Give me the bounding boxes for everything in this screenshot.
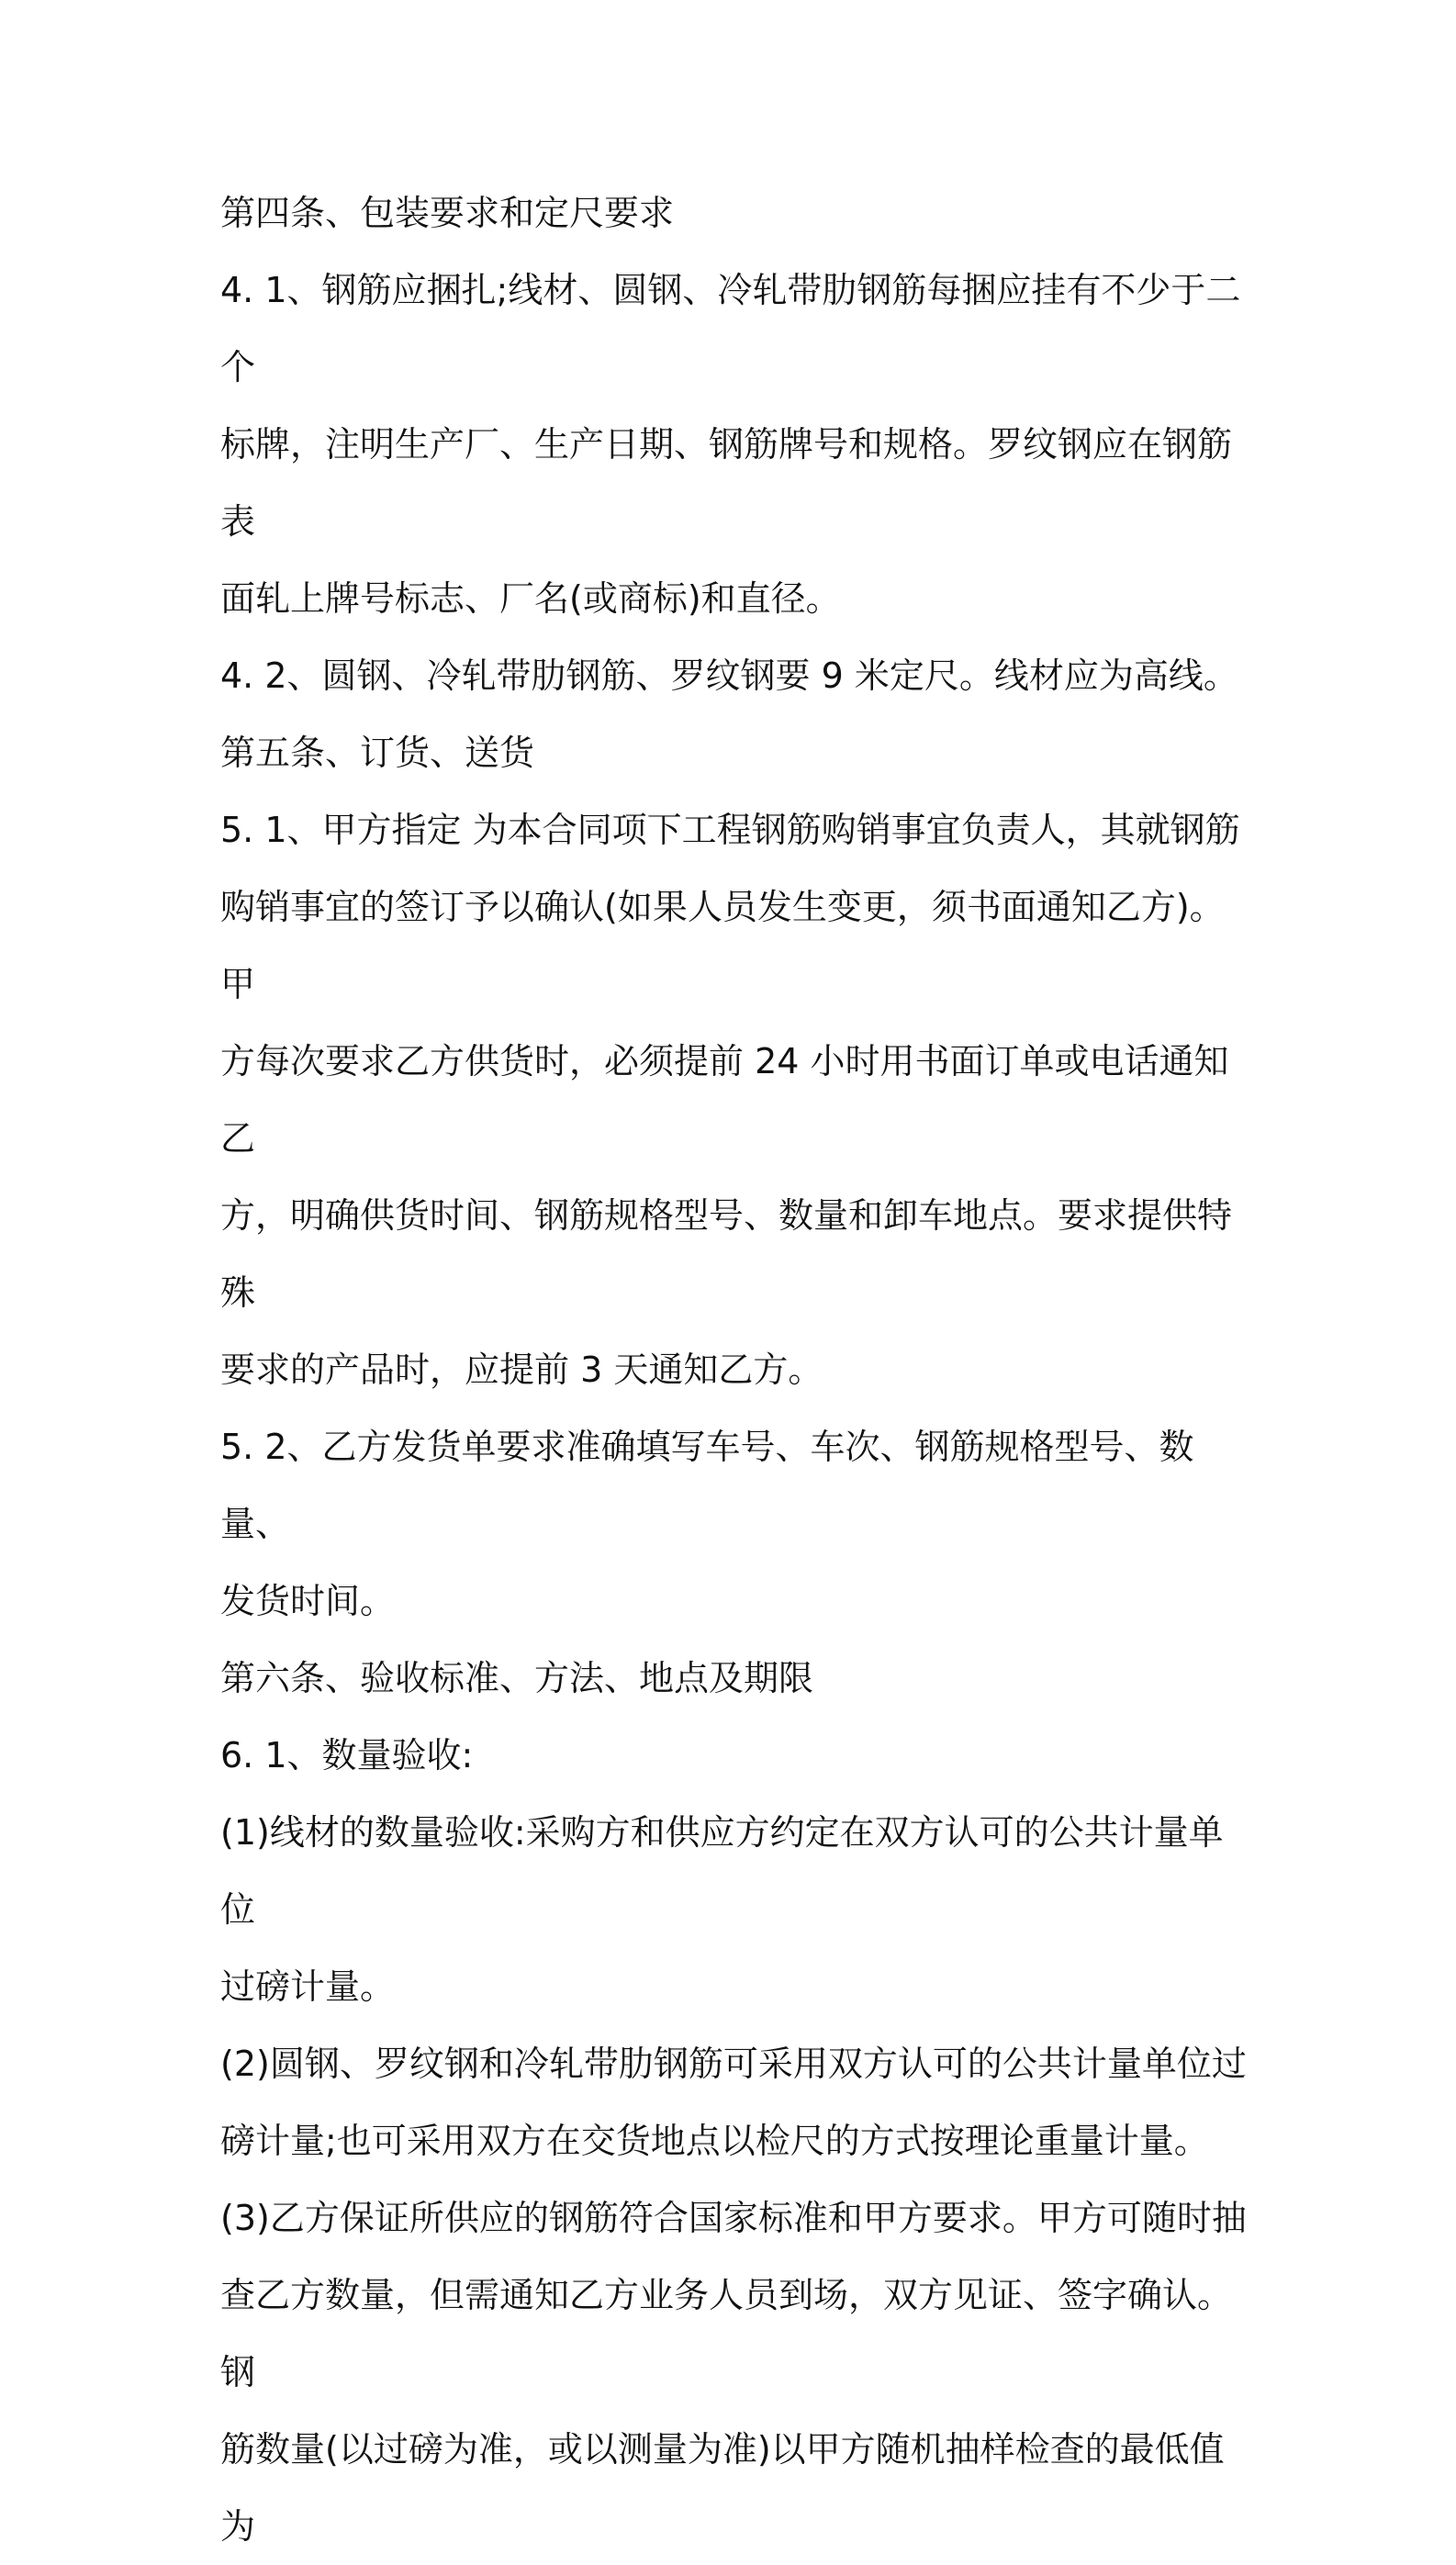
clause-4-1-line-2: 标牌，注明生产厂、生产日期、钢筋牌号和规格。罗纹钢应在钢筋表 [220, 424, 1233, 542]
item-1-line-1: (1)线材的数量验收:采购方和供应方约定在双方认可的公共计量单位 [220, 1812, 1224, 1930]
clause-4-1-line-3: 面轧上牌号标志、厂名(或商标)和直径。 [220, 578, 841, 619]
clause-5-1-line-4: 方，明确供货时间、钢筋规格型号、数量和卸车地点。要求提供特殊 [220, 1195, 1233, 1313]
clause-4-1-line-1: 4. 1、钢筋应捆扎;线材、圆钢、冷轧带肋钢筋每捆应挂有不少于二个 [220, 270, 1241, 387]
document-body [220, 174, 1249, 2565]
item-2-line-2: 磅计量;也可采用双方在交货地点以检尺的方式按理论重量计量。 [220, 2121, 1209, 2161]
clause-6-1: 6. 1、数量验收: [220, 1735, 474, 1775]
clause-5-1-line-5: 要求的产品时，应提前 3 天通知乙方。 [220, 1350, 823, 1390]
item-3-line-1: (3)乙方保证所供应的钢筋符合国家标准和甲方要求。甲方可随时抽 [220, 2198, 1247, 2238]
item-2-line-1: (2)圆钢、罗纹钢和冷轧带肋钢筋可采用双方认可的公共计量单位过 [220, 2044, 1247, 2084]
clause-5-1-line-2: 购销事宜的签订予以确认(如果人员发生变更，须书面通知乙方)。甲 [220, 887, 1225, 1004]
article-4-heading: 第四条、包装要求和定尺要求 [220, 193, 675, 233]
article-5-heading: 第五条、订货、送货 [220, 733, 535, 773]
item-1-line-2: 过磅计量。 [220, 1966, 396, 2007]
clause-5-1-line-1: 5. 1、甲方指定 为本合同项下工程钢筋购销事宜负责人，其就钢筋 [220, 810, 1240, 850]
article-6-heading: 第六条、验收标准、方法、地点及期限 [220, 1658, 814, 1698]
item-3-line-2: 查乙方数量，但需通知乙方业务人员到场，双方见证、签字确认。钢 [220, 2275, 1233, 2392]
item-3-line-3: 筋数量(以过磅为准，或以测量为准)以甲方随机抽样检查的最低值为 [220, 2429, 1225, 2547]
clause-4-2: 4. 2、圆钢、冷轧带肋钢筋、罗纹钢要 9 米定尺。线材应为高线。 [220, 655, 1238, 696]
clause-5-1-line-3: 方每次要求乙方供货时，必须提前 24 小时用书面订单或电话通知乙 [220, 1041, 1229, 1159]
clause-5-2-line-1: 5. 2、乙方发货单要求准确填写车号、车次、钢筋规格型号、数量、 [220, 1427, 1194, 1544]
clause-5-2-line-2: 发货时间。 [220, 1581, 396, 1621]
